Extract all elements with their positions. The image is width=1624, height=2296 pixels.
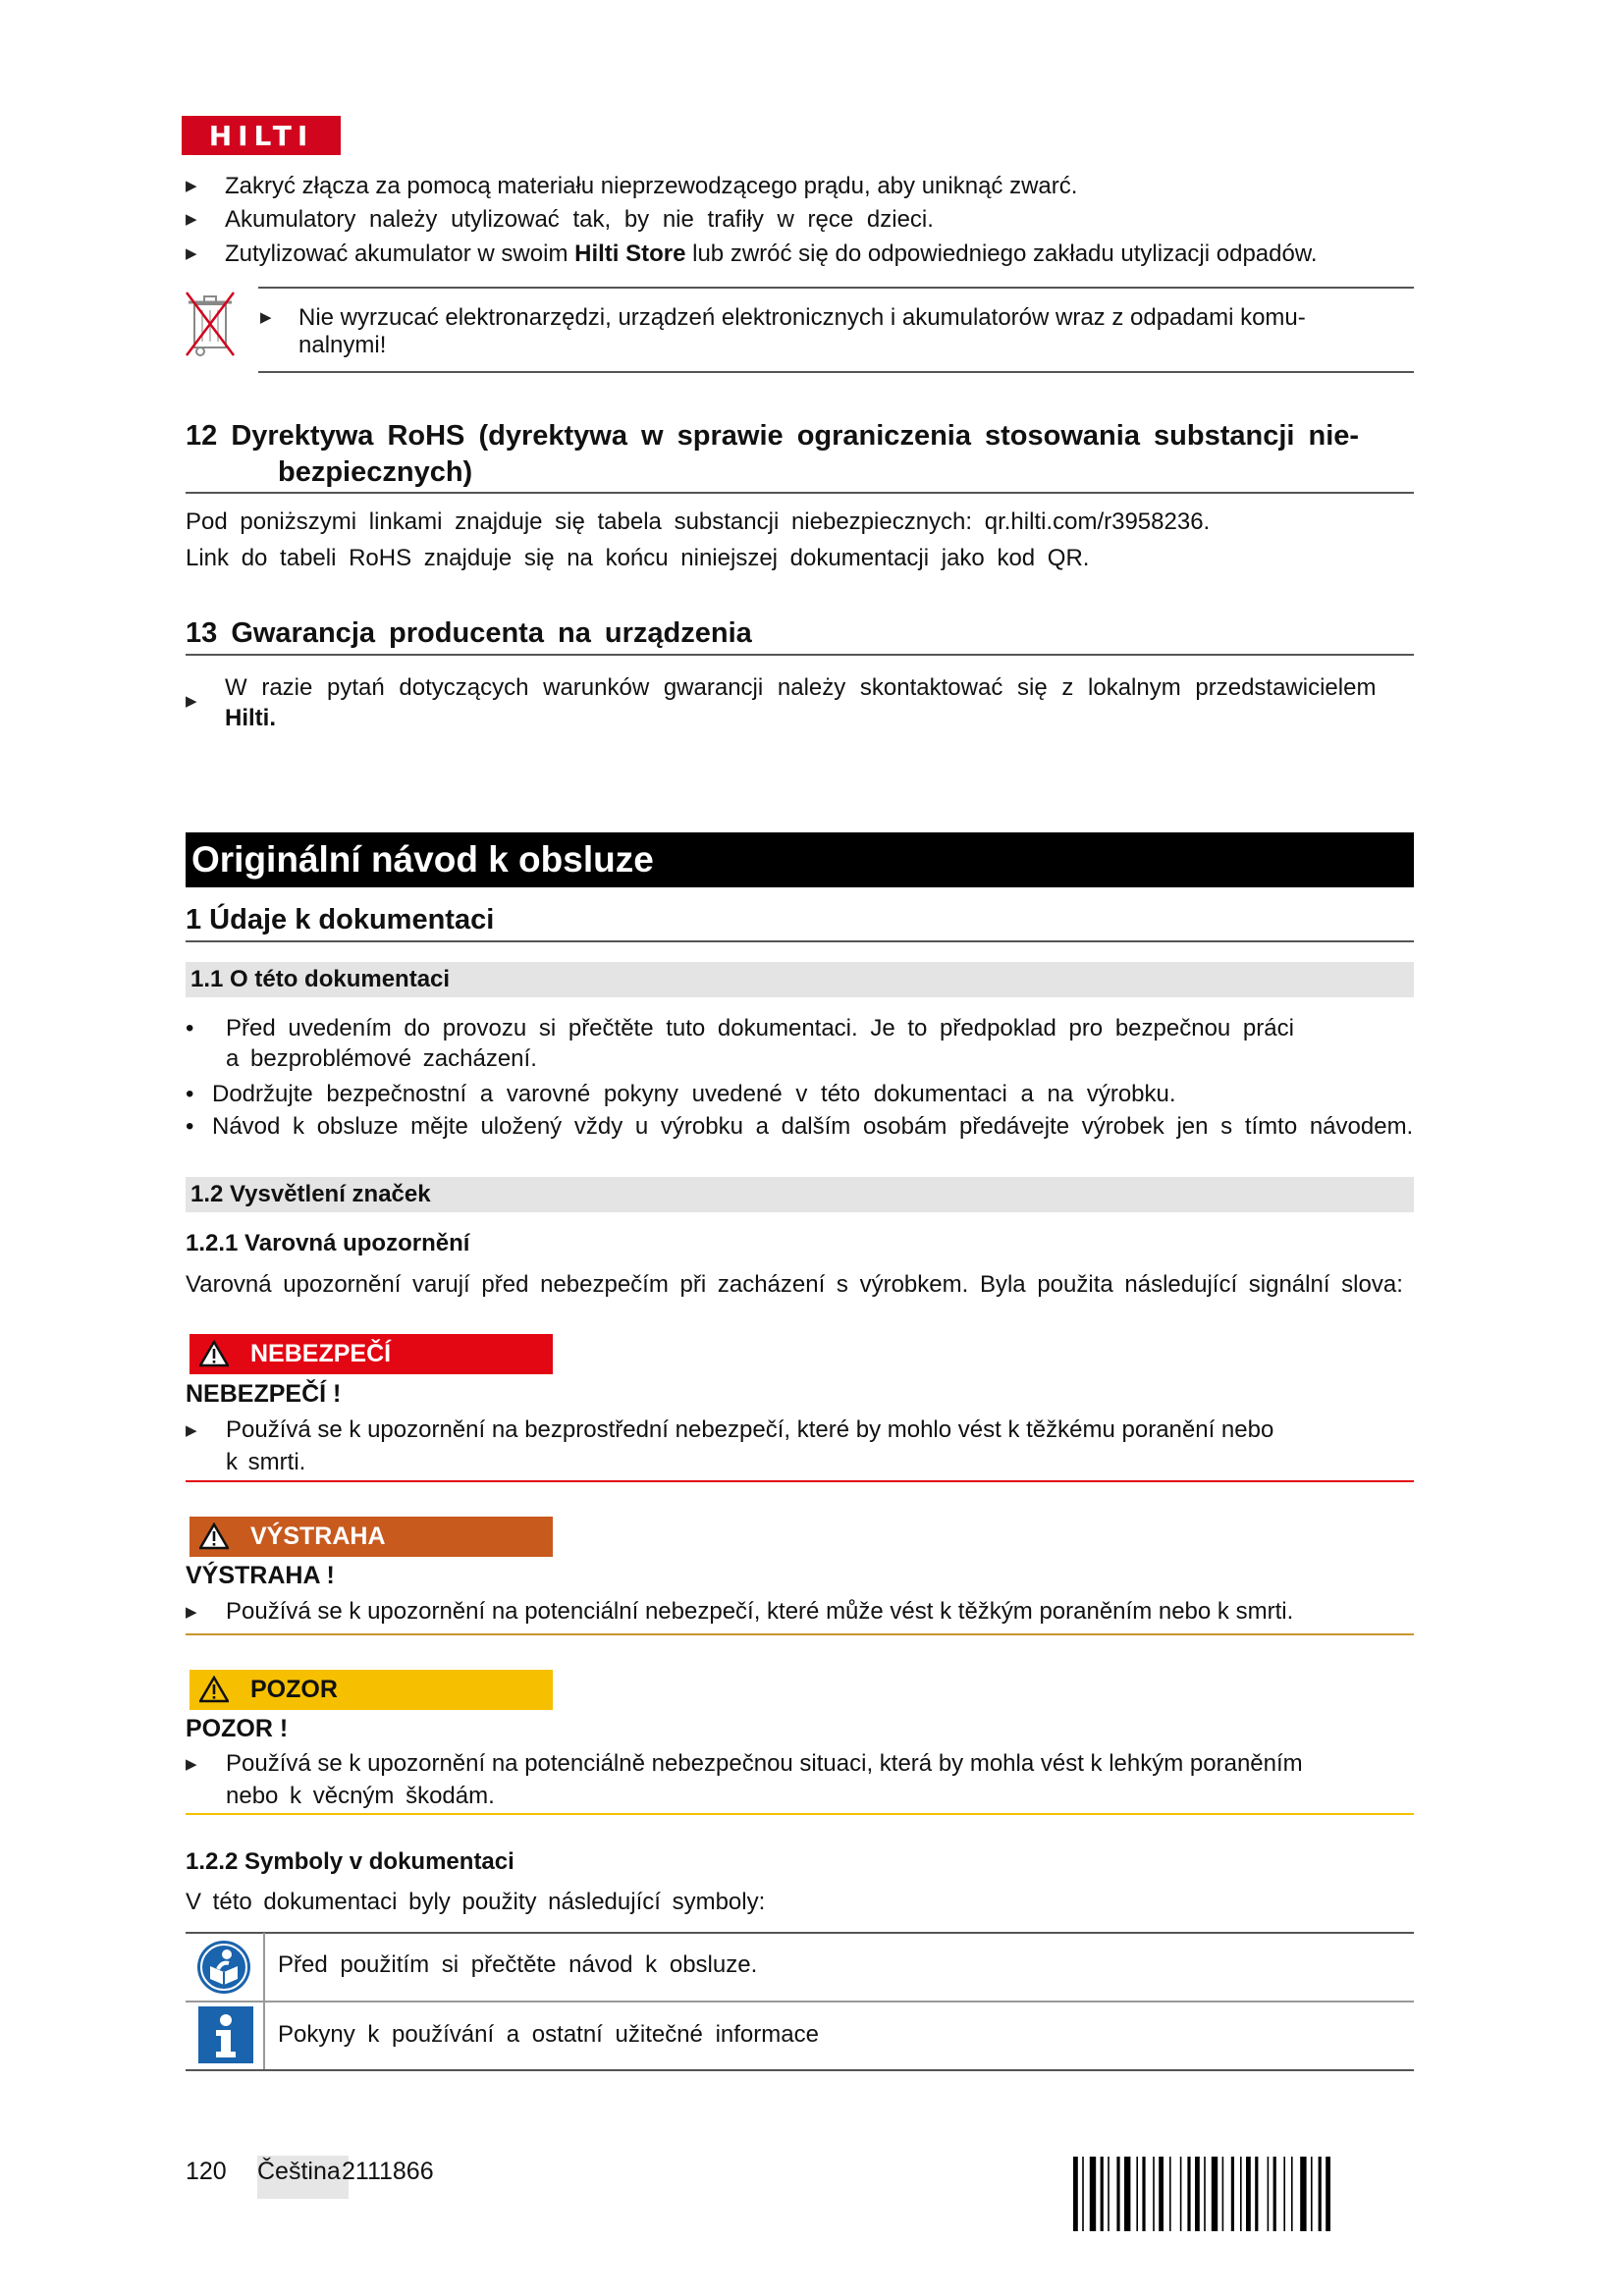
bullet-text: Zutylizować akumulator w swoim Hilti Store lub zwróć się do odpowiedniego zakładu utylizacji odpadów. [225,240,1318,267]
danger-text-line1: Používá se k upozornění na bezprostřední nebezpečí, které by mohlo vést k těžkému poranění nebo [226,1416,1274,1443]
barcode-icon [1073,2157,1413,2231]
info-icon [198,2006,253,2063]
table-bottom-rule [186,2069,1414,2071]
bullet-marker: ▶ [186,1756,197,1773]
barcode-bar [1108,2157,1110,2231]
crossed-bin-icon [183,289,238,359]
box-bottom-rule [258,371,1414,373]
barcode-bar [1246,2157,1251,2231]
bullet-marker: ▶ [186,1422,197,1439]
barcode-bar [1082,2157,1084,2231]
barcode-bar [1240,2157,1242,2231]
warranty-text-line1: W razie pytań dotyczących warunków gwarancji należy skontaktować się z lokalnym przedstawicielem [225,674,1377,701]
warranty-text-line2: Hilti. [225,705,276,731]
danger-rule [186,1480,1414,1482]
symbols-intro: V této dokumentaci byly použity následující symboly: [186,1889,766,1915]
barcode-bar [1231,2157,1234,2231]
barcode-bar [1116,2157,1119,2231]
bullet-marker: ▶ [186,245,197,262]
section-rule [186,492,1414,494]
read-manual-icon [196,1940,251,1995]
barcode-bar [1073,2157,1078,2231]
warning-signal-panel [189,1517,553,1557]
symbol-text-read-manual: Před použitím si přečtěte návod k obsluze. [278,1951,758,1978]
barcode-bar [1311,2157,1313,2231]
warning-text: Používá se k upozornění na potenciální nebezpečí, které může vést k těžkým poraněním nebo k smrti. [226,1598,1294,1625]
table-row-rule [186,2001,1414,2002]
section-12-title-line2: bezpiecznych) [278,456,473,488]
warning-rule [186,1633,1414,1635]
bullet-marker: ▶ [186,693,197,710]
bullet-marker: ▶ [260,309,272,326]
czech-h12: 1.2 Vysvětlení značek [186,1177,1414,1212]
barcode-bar [1159,2157,1164,2231]
dot-text-1-line1: Před uvedením do provozu si přečtěte tuto dokumentaci. Je to předpoklad pro bezpečnou práci [226,1015,1294,1041]
czech-section-banner: Originální návod k obsluze [186,832,1414,887]
hilti-logo: HILTI [182,116,341,155]
barcode-bar [1212,2157,1218,2231]
barcode-bar [1255,2157,1258,2231]
czech-h11: 1.1 O této dokumentaci [186,962,1414,997]
barcode-bar [1222,2157,1224,2231]
section-rule [186,940,1414,942]
bullet-marker: ▶ [186,1604,197,1621]
barcode-bar [1101,2157,1104,2231]
barcode-bar [1169,2157,1171,2231]
barcode-bar [1180,2157,1182,2231]
box-top-rule [258,287,1414,289]
dot-marker: • [186,1081,194,1107]
warning-triangle-icon [199,1340,229,1367]
barcode-bar [1195,2157,1200,2231]
warning-label: VÝSTRAHA [250,1522,386,1550]
disposal-text-line2: nalnymi! [298,332,387,358]
section-12-title: 12 Dyrektywa RoHS (dyrektywa w sprawie ograniczenia stosowania substancji nie- [186,420,1360,452]
dot-text-3: Návod k obsluze mějte uložený vždy u výrobku a dalším osobám předávejte výrobek jen s tímto návodem. [212,1113,1414,1140]
danger-label: NEBEZPEČÍ [250,1340,392,1367]
dot-text-2: Dodržujte bezpečnostní a varovné pokyny uvedené v této dokumentaci a na výrobku. [212,1081,1176,1107]
dot-marker: • [186,1113,194,1140]
table-top-rule [186,1932,1414,1934]
danger-text-line2: k smrti. [226,1449,306,1475]
footer-language: Čeština [257,2156,349,2199]
danger-heading: NEBEZPEČÍ ! [186,1380,342,1408]
barcode-bar [1187,2157,1190,2231]
caution-text-line1: Používá se k upozornění na potenciálně nebezpečnou situaci, která by mohla vést k lehkým poraněním [226,1750,1303,1777]
caution-text-line2: nebo k věcným škodám. [226,1783,495,1809]
caution-rule [186,1813,1414,1815]
dot-text-1-line2: a bezproblémové zacházení. [226,1045,537,1072]
warning-triangle-icon [199,1522,229,1550]
barcode-bar [1153,2157,1155,2231]
warning-heading: VÝSTRAHA ! [186,1562,335,1589]
warn-intro: Varovná upozornění varují před nebezpečím při zacházení s výrobkem. Byla použita následující signální slova: [186,1271,1403,1298]
caution-heading: POZOR ! [186,1715,289,1742]
barcode-bar [1204,2157,1206,2231]
dot-marker: • [186,1015,194,1041]
symbol-text-info: Pokyny k používání a ostatní užitečné informace [278,2021,819,2048]
disposal-text-line1: Nie wyrzucać elektronarzędzi, urządzeń elektronicznych i akumulatorów wraz z odpadami komu- [298,304,1306,331]
barcode-bar [1319,2157,1322,2231]
rohs-paragraph-2: Link do tabeli RoHS znajduje się na końcu niniejszej dokumentacji jako kod QR. [186,545,1090,571]
danger-signal-panel [189,1334,553,1374]
barcode-bar [1283,2157,1285,2231]
footer-doc-number: 2111866 [342,2158,434,2185]
barcode-bar [1124,2157,1130,2231]
rohs-paragraph-1: Pod poniższymi linkami znajduje się tabela substancji niebezpiecznych: qr.hilti.com/r3958236. [186,508,1211,535]
czech-h121: 1.2.1 Varovná upozornění [186,1230,470,1256]
section-rule [186,654,1414,656]
barcode-bar [1326,2157,1330,2231]
czech-h1: 1 Údaje k dokumentaci [186,904,495,935]
barcode-bar [1142,2157,1145,2231]
page-number: 120 [186,2158,227,2185]
caution-signal-panel [189,1670,553,1710]
barcode-bar [1291,2157,1293,2231]
bullet-text: Zakryć złącza za pomocą materiału nieprzewodzącego prądu, aby uniknąć zwarć. [225,173,1078,199]
czech-h122: 1.2.2 Symboly v dokumentaci [186,1848,514,1875]
caution-label: POZOR [250,1676,338,1703]
bullet-text: Akumulatory należy utylizować tak, by nie trafiły w ręce dzieci. [225,206,934,233]
warning-triangle-icon [199,1676,229,1703]
section-13-title: 13 Gwarancja producenta na urządzenia [186,617,752,649]
barcode-bar [1090,2157,1096,2231]
barcode-bar [1136,2157,1138,2231]
bullet-marker: ▶ [186,211,197,228]
bullet-marker: ▶ [186,178,197,194]
barcode-bar [1268,2157,1270,2231]
barcode-bar [1273,2157,1276,2231]
barcode-bar [1300,2157,1306,2231]
